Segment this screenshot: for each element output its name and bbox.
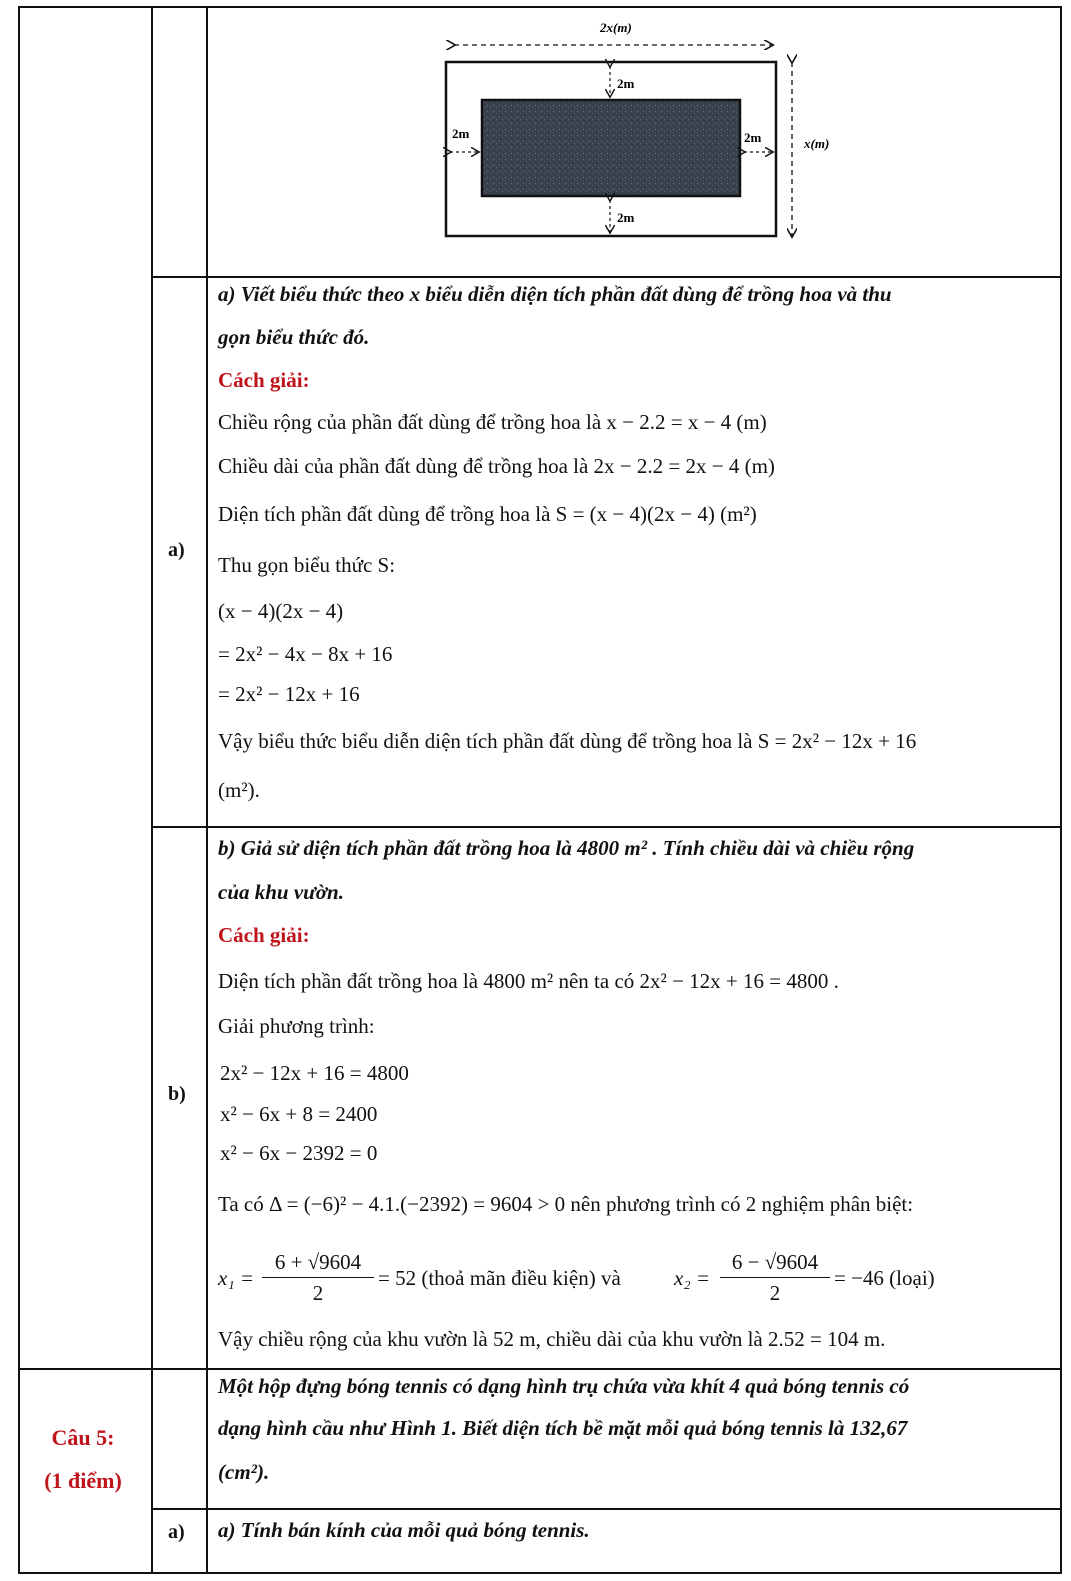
- part-a-line8: Vậy biểu thức biểu diễn diện tích phần đất dùng để trồng hoa là S = 2x² − 12x + 16: [218, 729, 917, 753]
- part-b-line5: x² − 6x − 2392 = 0: [220, 1141, 378, 1165]
- garden-diagram: [420, 14, 840, 244]
- part-b-line2: Giải phương trình:: [218, 1014, 375, 1038]
- part-a-line2: Chiều dài của phần đất dùng để trồng hoa là 2x − 2.2 = 2x − 4 (m): [218, 454, 775, 478]
- part-b-line6: Ta có Δ = (−6)² − 4.1.(−2392) = 9604 > 0 nên phương trình có 2 nghiệm phân biệt:: [218, 1192, 914, 1216]
- label-2x: 2x(m): [600, 20, 632, 35]
- cau5-sub-a-label: a): [168, 1521, 185, 1543]
- row-divider-figure: [151, 276, 1060, 278]
- part-a-line1: Chiều rộng của phần đất dùng để trồng hoa là x − 2.2 = x − 4 (m): [218, 410, 767, 434]
- part-a-line4: Thu gọn biểu thức S:: [218, 553, 396, 577]
- part-b-conclusion: Vậy chiều rộng của khu vườn là 52 m, chiều dài của khu vườn là 2.52 = 104 m.: [218, 1327, 886, 1351]
- part-b-method-heading: Cách giải:: [218, 923, 310, 947]
- cau5-sub-a-question: a) Tính bán kính của mỗi quả bóng tennis.: [218, 1518, 590, 1542]
- row-divider-cau5: [151, 1508, 1060, 1510]
- part-a-line6: = 2x² − 4x − 8x + 16: [218, 642, 393, 666]
- x1-suffix: = 52 (thoả mãn điều kiện) và: [378, 1266, 621, 1290]
- part-a-line7: = 2x² − 12x + 16: [218, 682, 360, 706]
- x2-fraction-bar: [720, 1277, 830, 1278]
- x2-numerator: 6 − √9604: [731, 1250, 819, 1274]
- label-gap-top: 2m: [617, 76, 635, 91]
- part-b-label: b): [168, 1083, 186, 1105]
- label-gap-left: 2m: [452, 126, 470, 141]
- cau5-points: (1 điểm): [44, 1468, 122, 1493]
- x1-fraction-bar: [262, 1277, 374, 1278]
- x2-prefix: x₂ =: [674, 1266, 711, 1290]
- x1-numerator: 6 + √9604: [274, 1250, 362, 1274]
- cau5-question-line1: Một hộp đựng bóng tennis có dạng hình trụ chứa vừa khít 4 quả bóng tennis có: [218, 1374, 910, 1398]
- row-divider-b: [20, 1368, 1060, 1370]
- column-divider-1: [151, 8, 153, 1572]
- cau5-question-line2: dạng hình cầu như Hình 1. Biết diện tích bề mặt mỗi quả bóng tennis là 132,67: [218, 1416, 908, 1440]
- x2-fraction: [720, 1250, 830, 1305]
- cau5-question-line3: (cm²).: [218, 1460, 270, 1484]
- part-b-question-line1: b) Giả sử diện tích phần đất trồng hoa là 4800 m² . Tính chiều dài và chiều rộng: [218, 836, 915, 860]
- part-a-line5: (x − 4)(2x − 4): [218, 599, 344, 623]
- x1-denominator: 2: [312, 1281, 324, 1305]
- label-gap-right: 2m: [744, 130, 762, 145]
- flower-bed-rect: [482, 100, 740, 196]
- part-b-line1: Diện tích phần đất trồng hoa là 4800 m² nên ta có 2x² − 12x + 16 = 4800 .: [218, 969, 839, 993]
- x2-suffix: = −46 (loại): [834, 1266, 935, 1290]
- x2-denominator: 2: [769, 1281, 781, 1305]
- part-a-line9: (m²).: [218, 778, 260, 802]
- part-a-line3: Diện tích phần đất dùng để trồng hoa là S = (x − 4)(2x − 4) (m²): [218, 502, 757, 526]
- cau5-title: Câu 5:: [51, 1425, 115, 1450]
- x1-fraction: [262, 1250, 374, 1305]
- part-b-line4: x² − 6x + 8 = 2400: [220, 1102, 378, 1126]
- column-divider-2: [206, 8, 208, 1572]
- part-a-question-line1: a) Viết biểu thức theo x biểu diễn diện tích phần đất dùng để trồng hoa và thu: [218, 282, 892, 306]
- part-a-method-heading: Cách giải:: [218, 368, 310, 392]
- part-a-question-line2: gọn biểu thức đó.: [218, 325, 370, 349]
- label-x: x(m): [804, 136, 830, 151]
- row-divider-a: [151, 826, 1060, 828]
- part-b-question-line2: của khu vườn.: [218, 880, 344, 904]
- x1-prefix: x₁ =: [218, 1266, 255, 1290]
- part-b-line3: 2x² − 12x + 16 = 4800: [220, 1061, 409, 1085]
- label-gap-bottom: 2m: [617, 210, 635, 225]
- part-a-label: a): [168, 539, 185, 561]
